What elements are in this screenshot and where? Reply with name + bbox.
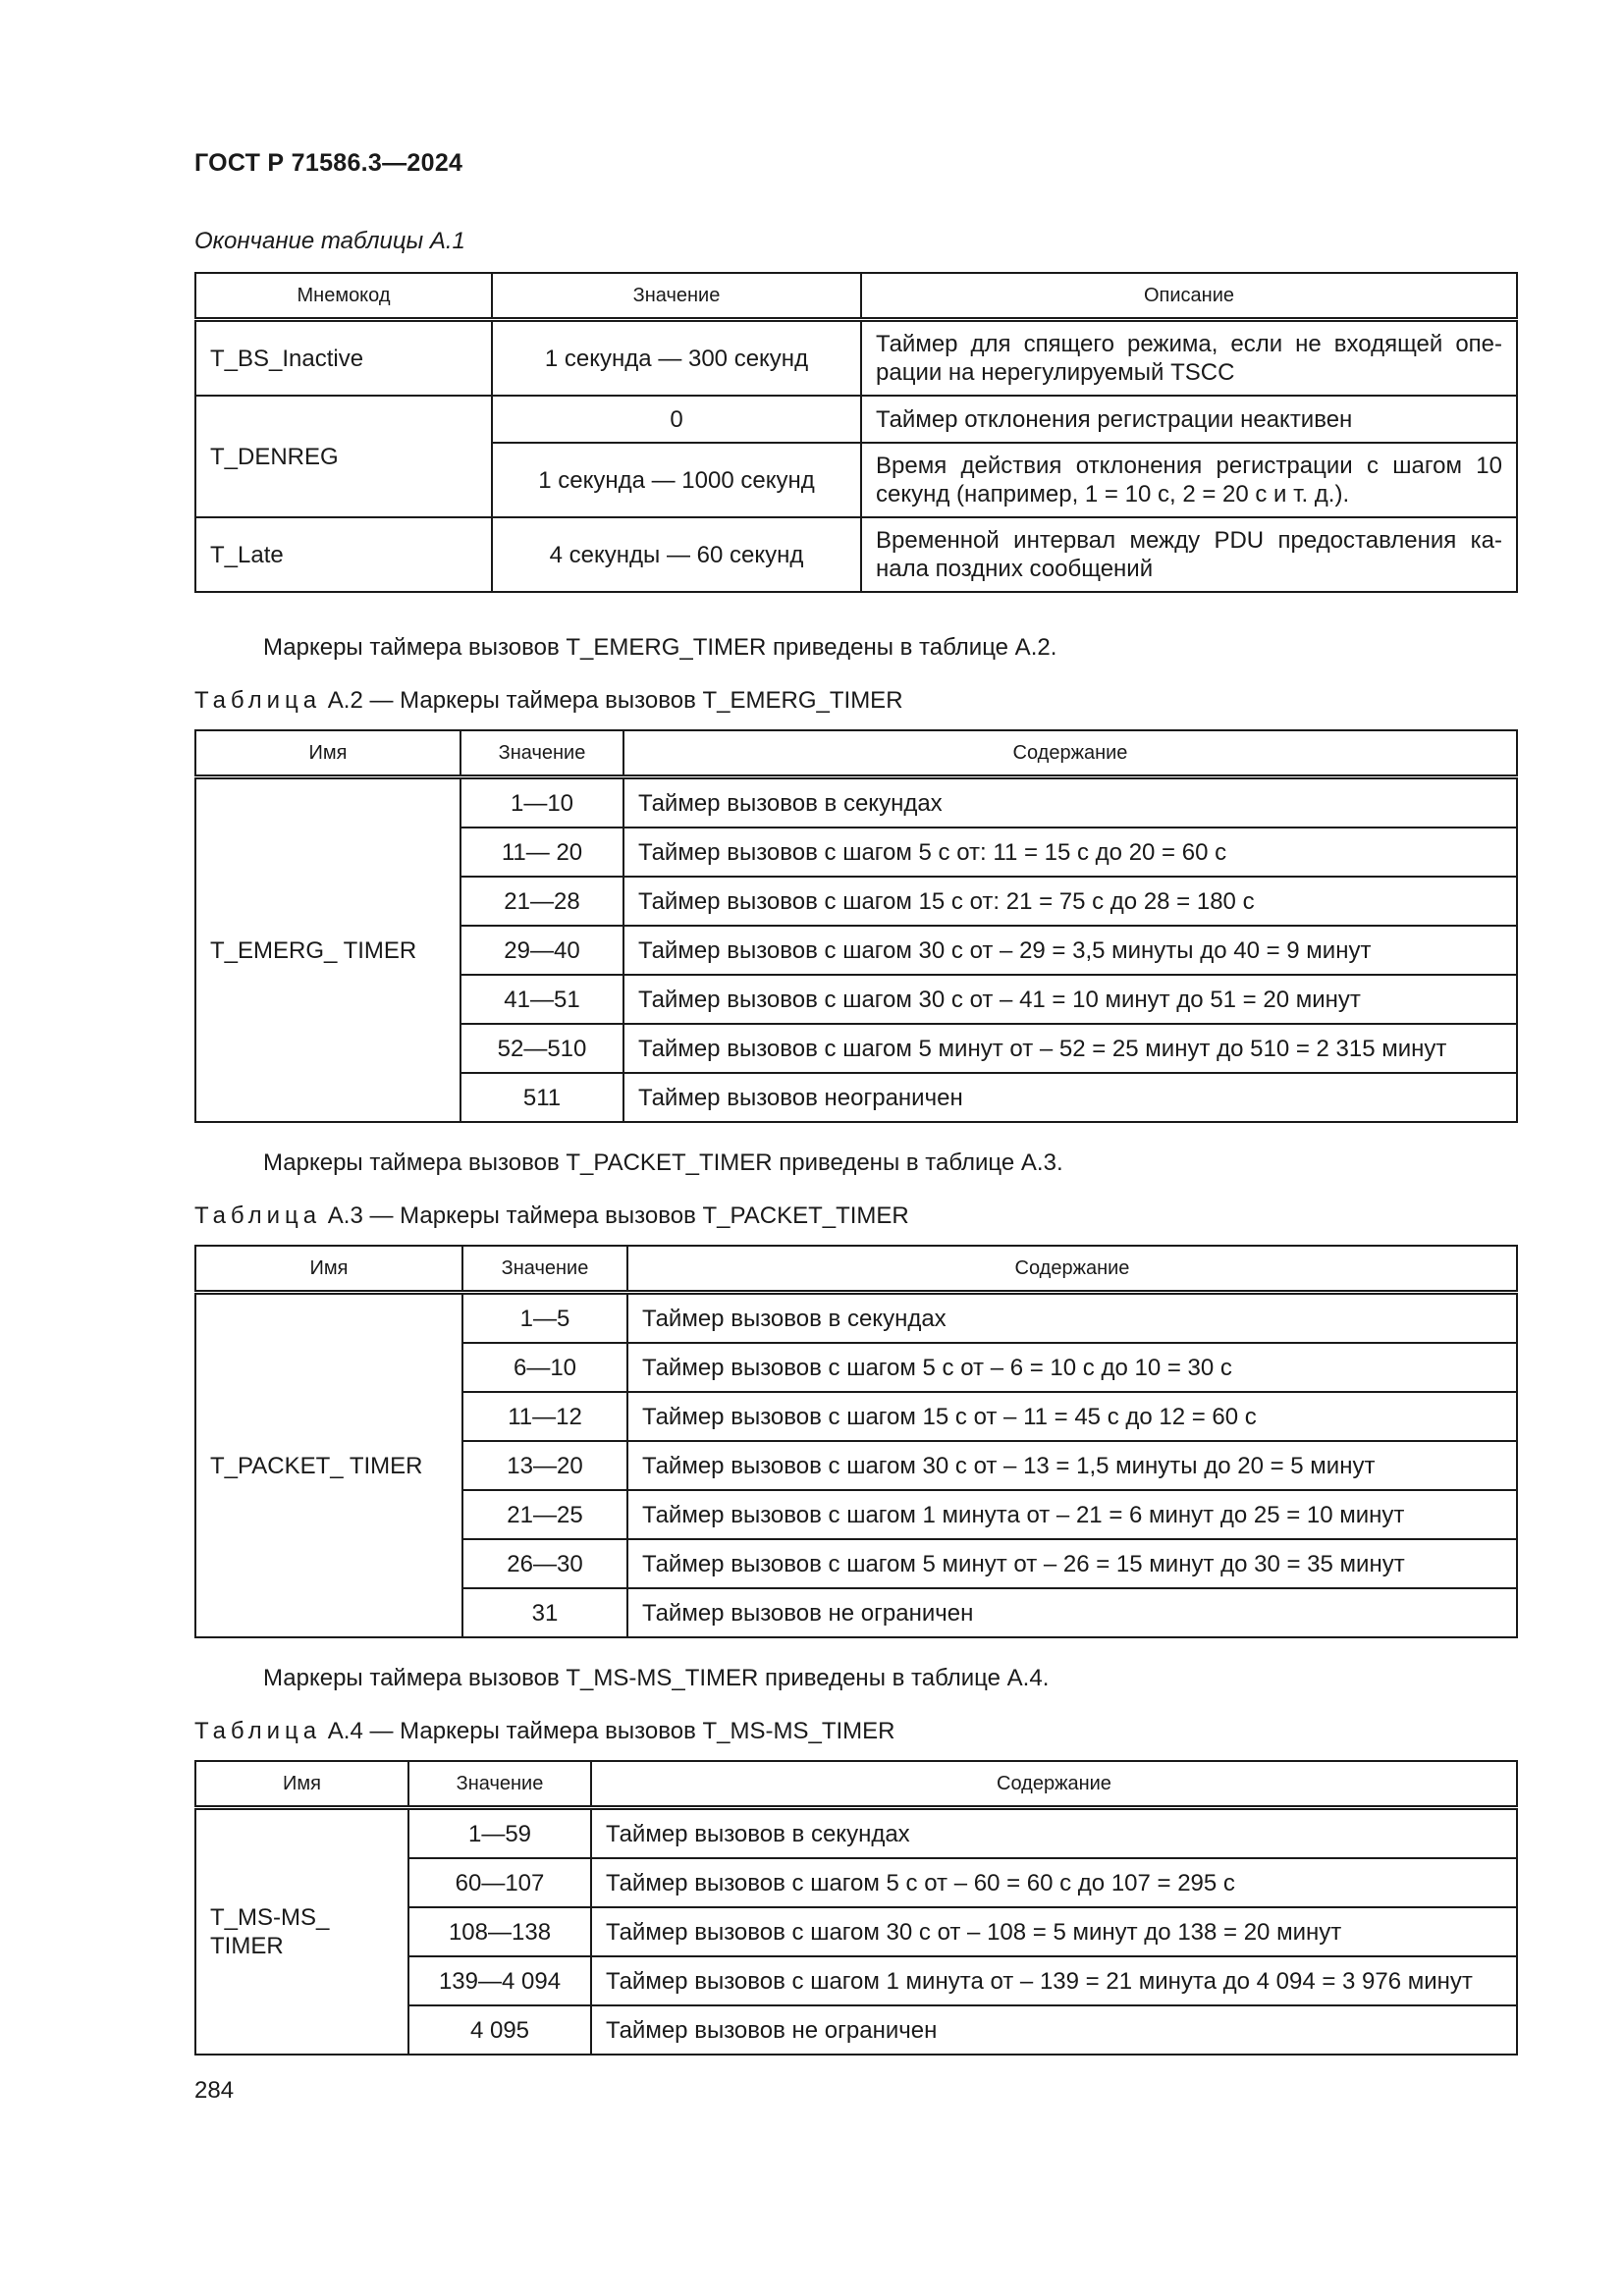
- table4-caption-word: Таблица: [194, 1718, 322, 1744]
- table-cell: 11—12: [462, 1392, 627, 1441]
- table3-header-name: Имя: [195, 1246, 462, 1293]
- table4-name-line2: TIMER: [210, 1933, 284, 1959]
- table3-caption-word: Таблица: [194, 1202, 322, 1229]
- table4-header-content: Содержание: [591, 1761, 1517, 1808]
- table-cell: 60—107: [408, 1858, 591, 1907]
- table-row: [195, 777, 1517, 828]
- table4-caption: [194, 1718, 895, 1745]
- table3-header-content: Содержание: [627, 1246, 1517, 1293]
- table2-caption-text: А.2 — Маркеры таймера вызовов T_EMERG_TIMER: [327, 687, 903, 714]
- page-number: 284: [194, 2077, 235, 2104]
- paragraph-table4-ref: Маркеры таймера вызовов T_MS-MS_TIMER приведены в таблице А.4.: [263, 1665, 1050, 1691]
- paragraph-table3-ref: Маркеры таймера вызовов T_PACKET_TIMER приведены в таблице А.3.: [263, 1149, 1063, 1176]
- table-row: [195, 396, 1517, 443]
- table-cell: 29—40: [460, 926, 623, 975]
- table4-header-value: Значение: [408, 1761, 591, 1808]
- table-cell: Таймер вызовов с шагом 30 с от – 29 = 3,5 минуты до 40 = 9 минут: [623, 926, 1517, 975]
- table-cell: Таймер вызовов с шагом 15 с от – 11 = 45 с до 12 = 60 с: [627, 1392, 1517, 1441]
- table4-name-line1: T_MS-MS_: [210, 1904, 330, 1931]
- table-cell: Таймер вызовов с шагом 1 минута от – 21 = 6 минут до 25 = 10 минут: [627, 1490, 1517, 1539]
- table-cell: T_Late: [195, 517, 492, 592]
- table1-caption: Окончание таблицы А.1: [194, 228, 465, 254]
- table-cell: 11— 20: [460, 828, 623, 877]
- table3-caption-text: А.3 — Маркеры таймера вызовов T_PACKET_TIMER: [327, 1202, 909, 1229]
- table-cell: 13—20: [462, 1441, 627, 1490]
- table-cell: 0: [492, 396, 861, 443]
- table-cell: 31: [462, 1588, 627, 1637]
- table3-caption: [194, 1202, 909, 1230]
- table-a4: [194, 1760, 1518, 2056]
- table-cell: 52—510: [460, 1024, 623, 1073]
- table-row: [195, 320, 1517, 397]
- table-cell: Таймер вызовов с шагом 30 с от – 108 = 5 минут до 138 = 20 минут: [591, 1907, 1517, 1956]
- table2-caption: [194, 687, 903, 715]
- table1-header-desc: Описание: [861, 273, 1517, 320]
- table3-header-value: Значение: [462, 1246, 627, 1293]
- table1-header-mnemo: Мнемокод: [195, 273, 492, 320]
- table2-header-content: Содержание: [623, 730, 1517, 777]
- table-cell: Таймер вызовов с шагом 30 с от – 41 = 10 минут до 51 = 20 минут: [623, 975, 1517, 1024]
- table-cell: 1—59: [408, 1808, 591, 1859]
- table-a3: [194, 1245, 1518, 1638]
- table-cell: Таймер для спящего режима, если не входящей опе-рации на нерегулируемый TSCC: [861, 320, 1517, 397]
- table-cell: Время действия отклонения регистрации с шагом 10 секунд (например, 1 = 10 с, 2 = 20 с и т. д.).: [861, 443, 1517, 517]
- table-cell: Таймер вызовов в секундах: [623, 777, 1517, 828]
- table-cell: Таймер вызовов с шагом 5 с от – 6 = 10 с до 10 = 30 с: [627, 1343, 1517, 1392]
- table-cell: Таймер вызовов с шагом 30 с от – 13 = 1,5 минуты до 20 = 5 минут: [627, 1441, 1517, 1490]
- table-row: [195, 517, 1517, 592]
- table-row: [195, 1293, 1517, 1344]
- table-cell: Таймер вызовов с шагом 5 минут от – 52 = 25 минут до 510 = 2 315 минут: [623, 1024, 1517, 1073]
- table-cell: 139—4 094: [408, 1956, 591, 2005]
- table-cell: 1—10: [460, 777, 623, 828]
- table-cell: 4 секунды — 60 секунд: [492, 517, 861, 592]
- table2-name-cell: T_EMERG_ TIMER: [195, 777, 460, 1123]
- table-cell: 26—30: [462, 1539, 627, 1588]
- table-cell: Таймер вызовов в секундах: [591, 1808, 1517, 1859]
- table-cell: T_BS_Inactive: [195, 320, 492, 397]
- table-cell: 6—10: [462, 1343, 627, 1392]
- table-cell: 21—25: [462, 1490, 627, 1539]
- table-cell: Таймер вызовов в секундах: [627, 1293, 1517, 1344]
- table4-header-name: Имя: [195, 1761, 408, 1808]
- table1-header-value: Значение: [492, 273, 861, 320]
- table4-name-cell: [195, 1808, 408, 2056]
- table-cell: Таймер отклонения регистрации неактивен: [861, 396, 1517, 443]
- table-cell: 511: [460, 1073, 623, 1122]
- table2-header-name: Имя: [195, 730, 460, 777]
- table-cell: Таймер вызовов с шагом 1 минута от – 139 = 21 минута до 4 094 = 3 976 минут: [591, 1956, 1517, 2005]
- table-cell: 1 секунда — 1000 секунд: [492, 443, 861, 517]
- table2-header-value: Значение: [460, 730, 623, 777]
- table2-caption-word: Таблица: [194, 687, 322, 714]
- table-cell: Временной интервал между PDU предоставления ка-нала поздних сообщений: [861, 517, 1517, 592]
- table-cell: Таймер вызовов с шагом 5 с от: 11 = 15 с до 20 = 60 с: [623, 828, 1517, 877]
- table-cell: Таймер вызовов не ограничен: [591, 2005, 1517, 2055]
- table-cell: 108—138: [408, 1907, 591, 1956]
- table-cell: Таймер вызовов с шагом 15 с от: 21 = 75 с до 28 = 180 с: [623, 877, 1517, 926]
- table3-name-cell: T_PACKET_ TIMER: [195, 1293, 462, 1638]
- table-a1: [194, 272, 1518, 593]
- table-cell: Таймер вызовов не ограничен: [627, 1588, 1517, 1637]
- table-cell: T_DENREG: [195, 396, 492, 517]
- table4-caption-text: А.4 — Маркеры таймера вызовов T_MS-MS_TIMER: [327, 1718, 895, 1744]
- table-row: [195, 1808, 1517, 1859]
- table-cell: 4 095: [408, 2005, 591, 2055]
- table-cell: 1—5: [462, 1293, 627, 1344]
- table-cell: 1 секунда — 300 секунд: [492, 320, 861, 397]
- table-cell: 41—51: [460, 975, 623, 1024]
- table-cell: Таймер вызовов неограничен: [623, 1073, 1517, 1122]
- document-header: ГОСТ Р 71586.3—2024: [194, 149, 463, 177]
- table-cell: Таймер вызовов с шагом 5 минут от – 26 = 15 минут до 30 = 35 минут: [627, 1539, 1517, 1588]
- paragraph-table2-ref: Маркеры таймера вызовов T_EMERG_TIMER приведены в таблице А.2.: [263, 634, 1057, 661]
- table-cell: 21—28: [460, 877, 623, 926]
- table-a2: [194, 729, 1518, 1123]
- table-cell: Таймер вызовов с шагом 5 с от – 60 = 60 с до 107 = 295 с: [591, 1858, 1517, 1907]
